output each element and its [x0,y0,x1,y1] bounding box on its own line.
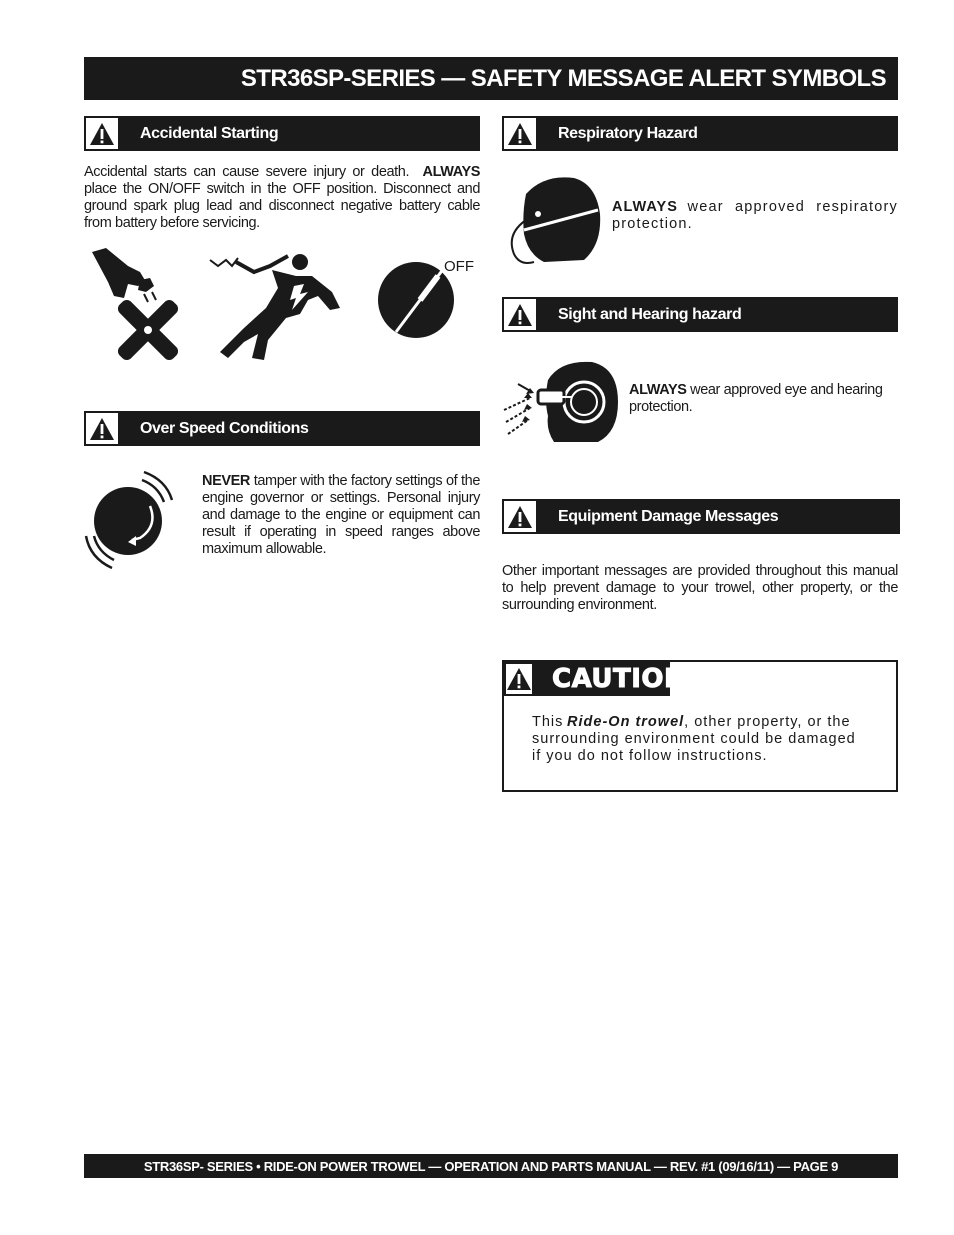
equipment-damage-text: Other important messages are provided throughout this manual to help prevent damage to your trowel, other property, or the surrounding environment. [502,563,898,613]
page-title: STR36SP-SERIES — SAFETY MESSAGE ALERT SYMBOLS [84,57,898,100]
warning-triangle-icon [502,499,538,534]
hand-fan-hazard-icon [88,246,192,362]
section-header-over-speed [84,411,480,446]
section-header-respiratory [502,116,898,151]
warning-triangle-icon [502,116,538,151]
over-speed-text: NEVER tamper with the factory settings of the engine governor or settings. Personal injury and damage to the engine or equipment can result if operating in speed ranges above maximum allowable. [202,473,480,557]
warning-triangle-icon [84,411,120,446]
caution-label [504,662,687,696]
section-title: Sight and Hearing hazard [558,305,742,323]
warning-triangle-icon [504,662,534,696]
respiratory-text: ALWAYS wear approved respiratory protection. [612,199,898,232]
svg-text:OFF: OFF [444,258,474,275]
caution-box [502,660,898,792]
page-footer: STR36SP- SERIES • RIDE-ON POWER TROWEL — OPERATION AND PARTS MANUAL — REV. #1 (09/16/11) — PAGE 9 [84,1154,898,1178]
section-header-accidental-starting [84,116,480,151]
over-speed-dial-icon [82,466,178,574]
caution-text: This Ride-On trowel, other property, or the surrounding environment could be damaged if you do not follow instructions. [532,714,856,764]
section-title: Over Speed Conditions [140,419,309,437]
section-title: Accidental Starting [140,124,279,142]
respirator-mask-icon [504,174,604,268]
section-title: Equipment Damage Messages [558,507,779,525]
sight-hearing-text: ALWAYS wear approved eye and hearing protection. [629,382,883,415]
section-header-sight-hearing [502,297,898,332]
off-switch-icon [374,254,478,340]
caution-word: CAUTION [552,664,687,694]
section-title: Respiratory Hazard [558,124,698,142]
section-header-equipment-damage [502,499,900,534]
eye-ear-protection-icon [500,360,622,444]
warning-triangle-icon [502,297,538,332]
warning-triangle-icon [84,116,120,151]
accidental-starting-text: Accidental starts can cause severe injury or death. ALWAYS place the ON/OFF switch in the OFF position. Disconnect and ground spark plug lead and disconnect negative battery cable from battery before servicing. [84,164,480,231]
electric-shock-person-icon [208,248,344,364]
